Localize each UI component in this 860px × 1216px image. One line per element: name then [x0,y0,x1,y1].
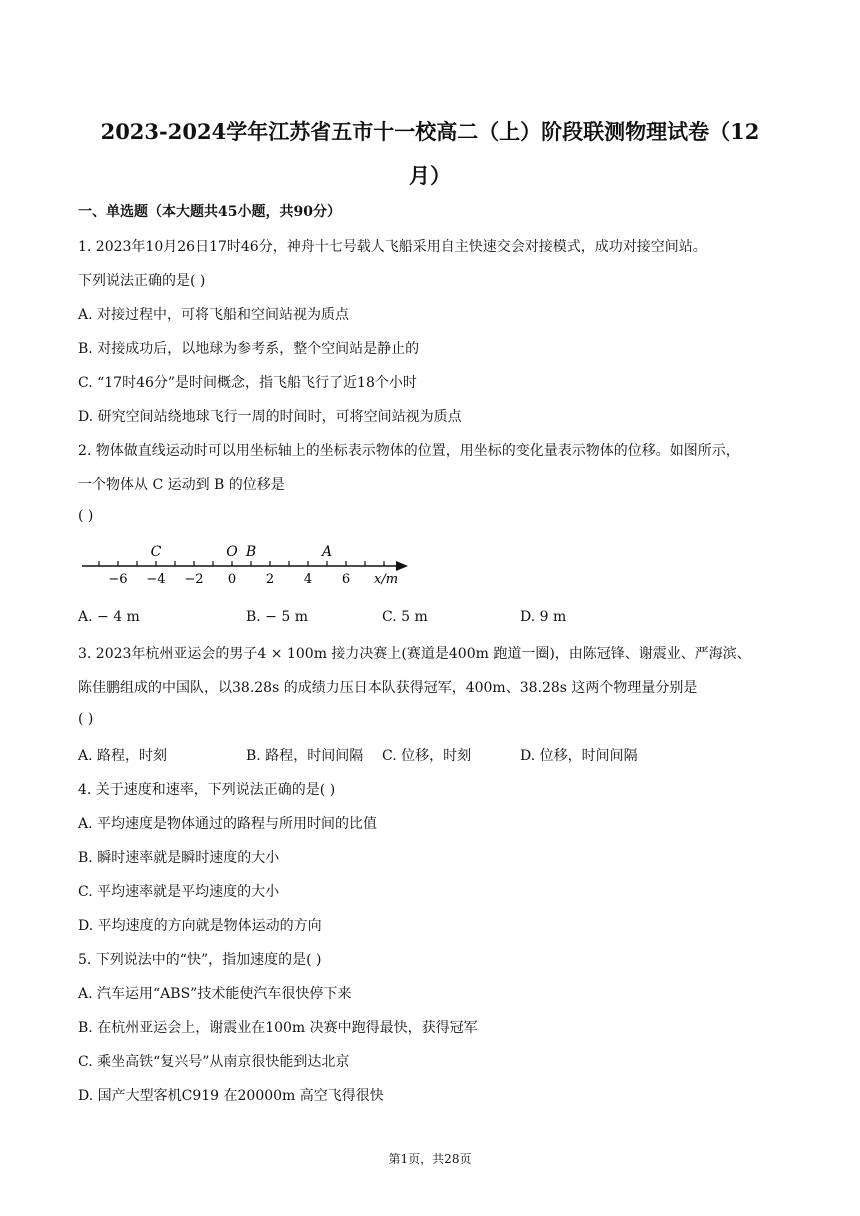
q3-option-c: C. 位移，时刻 [382,748,472,764]
q2-option-b: B. − 5 m [246,609,309,625]
axis-point-label-b: B [245,544,257,560]
title-line-2: 月） [409,163,451,188]
q4-option-b: B. 瞬时速率就是瞬时速度的大小 [78,850,280,866]
axis-tick-label: −2 [184,572,204,587]
axis-tick-label: 6 [341,572,351,587]
axis-point-label-a: A [321,544,333,560]
q2-stem-line-2: 一个物体从 C 运动到 B 的位移是 [78,477,285,493]
q1-option-c: C. “17时46分”是时间概念，指飞船飞行了近18个小时 [78,375,417,391]
axis-arrow-icon [396,561,408,571]
axis-tick-label: 2 [265,572,275,587]
q3-stem-line-3: ( ) [78,711,94,727]
q2-option-c: C. 5 m [382,609,428,625]
axis-tick-label: 0 [227,572,237,587]
axis-point-label-c: C [150,544,162,560]
axis-tick-label: 4 [303,572,313,587]
q1-stem-line-1: 1. 2023年10月26日17时46分，神舟十七号载人飞船采用自主快速交会对接模式，成功对接空间站。 [78,239,707,255]
q1-option-b: B. 对接成功后，以地球为参考系，整个空间站是静止的 [78,341,420,357]
q5-stem: 5. 下列说法中的“快”，指加速度的是( ) [78,952,322,968]
title-line-1: 2023-2024学年江苏省五市十一校高二（上）阶段联测物理试卷（12 [100,119,760,144]
axis-point-label-o: O [226,544,238,560]
q4-stem: 4. 关于速度和速率，下列说法正确的是( ) [78,782,336,798]
q4-option-a: A. 平均速度是物体通过的路程与所用时间的比值 [78,816,378,832]
q3-option-d: D. 位移，时间间隔 [520,748,638,764]
q3-option-b: B. 路程，时间间隔 [246,748,364,764]
q3-stem-line-2: 陈佳鹏组成的中国队，以38.28s 的成绩力压日本队获得冠军，400m、38.28s 这两个物理量分别是 [78,680,698,696]
q2-stem-line-1: 2. 物体做直线运动时可以用坐标轴上的坐标表示物体的位置，用坐标的变化量表示物体的位移。如图所示， [78,443,740,459]
q5-option-b: B. 在杭州亚运会上，谢震业在100m 决赛中跑得最快，获得冠军 [78,1020,478,1036]
section-heading: 一、单选题（本大题共45小题，共90分） [78,204,341,220]
q3-option-a: A. 路程，时刻 [78,748,168,764]
axis-tick-label: −4 [146,572,166,587]
q2-option-a: A. − 4 m [78,609,140,625]
q1-option-d: D. 研究空间站绕地球飞行一周的时间时，可将空间站视为质点 [78,409,462,425]
coordinate-axis-figure [78,540,418,590]
page-footer: 第1页，共28页 [388,1152,472,1166]
q5-option-a: A. 汽车运用“ABS”技术能使汽车很快停下来 [78,986,352,1002]
q3-stem-line-1: 3. 2023年杭州亚运会的男子4 × 100m 接力决赛上(赛道是400m 跑道一圈)，由陈冠锋、谢震业、严海滨、 [78,646,751,662]
q4-option-c: C. 平均速率就是平均速度的大小 [78,884,280,900]
q1-option-a: A. 对接过程中，可将飞船和空间站视为质点 [78,307,350,323]
q2-stem-line-3: ( ) [78,508,94,524]
q5-option-d: D. 国产大型客机C919 在20000m 高空飞得很快 [78,1088,384,1104]
q4-option-d: D. 平均速度的方向就是物体运动的方向 [78,918,322,934]
q5-option-c: C. 乘坐高铁“复兴号”从南京很快能到达北京 [78,1054,350,1070]
axis-tick-label: −6 [108,572,128,587]
q2-option-d: D. 9 m [520,609,567,625]
page-title [60,110,800,198]
q1-stem-line-2: 下列说法正确的是( ) [78,273,206,289]
axis-unit-label: x/m [374,572,399,587]
